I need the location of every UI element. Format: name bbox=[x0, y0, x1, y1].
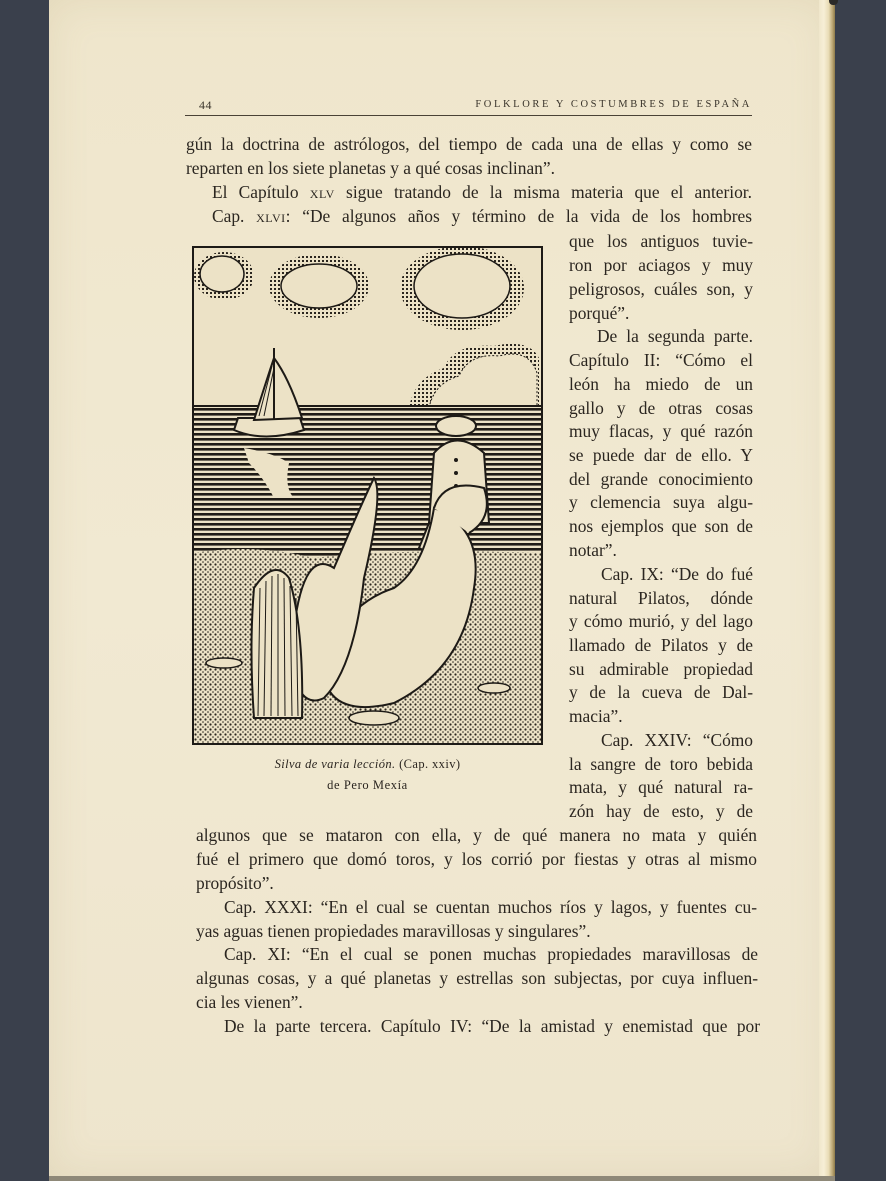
page-edge-stack bbox=[819, 0, 835, 1177]
column-line: Cap. IX: “De do fué bbox=[601, 564, 753, 584]
column-line: león ha miedo de un bbox=[569, 374, 753, 394]
column-line: y de la cueva de Dal- bbox=[569, 682, 753, 702]
column-line: peligrosos, cuáles son, y bbox=[569, 279, 753, 299]
text: sigue tratando de la misma materia que el anterior. bbox=[334, 182, 752, 202]
text: El Capítulo bbox=[212, 182, 310, 202]
figure-caption-author: de Pero Mexía bbox=[327, 778, 408, 792]
column-line: muy flacas, y qué razón bbox=[569, 421, 753, 441]
body-line-xlvi bbox=[212, 204, 752, 228]
text: Cap. bbox=[212, 206, 257, 226]
column-line: del grande conocimiento bbox=[569, 469, 753, 489]
column-line: Cap. XXIV: “Cómo bbox=[601, 730, 753, 750]
column-line: la sangre de toro bebida bbox=[569, 754, 753, 774]
body-line: fué el primero que domó toros, y los corrió por fiestas y otras al mismo bbox=[196, 849, 757, 869]
column-line: natural Pilatos, dónde bbox=[569, 588, 753, 608]
body-line: Cap. XXXI: “En el cual se cuentan muchos ríos y lagos, y fuentes cu- bbox=[224, 897, 757, 917]
body-line-xlv bbox=[212, 180, 752, 204]
text: : “De algunos años y término de la vida de los hombres bbox=[285, 206, 752, 226]
chapter-numeral: xlv bbox=[309, 182, 335, 202]
chapter-numeral: xlvi bbox=[256, 206, 286, 226]
column-line: y cómo murió, y del lago bbox=[569, 611, 753, 631]
body-line: De la parte tercera. Capítulo IV: “De la amistad y enemistad que por bbox=[224, 1016, 760, 1036]
running-head bbox=[199, 98, 752, 114]
header-rule bbox=[185, 115, 752, 116]
column-line: llamado de Pilatos y de bbox=[569, 635, 753, 655]
figure-caption bbox=[192, 757, 543, 772]
body-line: algunas cosas, y a qué planetas y estrellas son subjectas, por cuya influen- bbox=[196, 968, 758, 988]
column-line: Capítulo II: “Cómo el bbox=[569, 350, 753, 370]
body-line: propósito”. bbox=[196, 873, 274, 893]
column-line: se puede dar de ello. Y bbox=[569, 445, 753, 465]
caption-title: Silva de varia lección. bbox=[274, 757, 396, 771]
page-bottom-edge bbox=[49, 1176, 835, 1181]
column-line: De la segunda parte. bbox=[597, 326, 753, 346]
body-line: gún la doctrina de astrólogos, del tiempo de cada una de ellas y como se bbox=[186, 134, 752, 154]
column-line: notar”. bbox=[569, 540, 617, 560]
body-line: Cap. XI: “En el cual se ponen muchas propiedades maravillosas de bbox=[224, 944, 758, 964]
body-line: reparten en los siete planetas y a qué cosas inclinan”. bbox=[186, 158, 555, 178]
caption-chapter: (Cap. xxiv) bbox=[395, 757, 461, 771]
column-line: mata, y qué natural ra- bbox=[569, 777, 753, 797]
mermaid-illustration-icon bbox=[194, 248, 541, 743]
column-line: que los antiguos tuvie- bbox=[569, 231, 753, 251]
column-line: y clemencia suya algu- bbox=[569, 492, 753, 512]
woodcut-illustration bbox=[192, 246, 543, 745]
column-line: gallo y de otras cosas bbox=[569, 398, 753, 418]
page-number: 44 bbox=[199, 98, 212, 112]
running-title: FOLKLORE Y COSTUMBRES DE ESPAÑA bbox=[475, 99, 752, 110]
column-line: su admirable propiedad bbox=[569, 659, 753, 679]
body-line: algunos que se mataron con ella, y de qué manera no mata y quién bbox=[196, 825, 757, 845]
body-line: cia les vienen”. bbox=[196, 992, 303, 1012]
column-line: zón hay de esto, y de bbox=[569, 801, 753, 821]
page-corner-mark bbox=[829, 0, 838, 5]
column-line: ron por aciagos y muy bbox=[569, 255, 753, 275]
column-line: macia”. bbox=[569, 706, 623, 726]
column-line: porqué”. bbox=[569, 303, 630, 323]
body-line: yas aguas tienen propiedades maravillosas y singulares”. bbox=[196, 921, 591, 941]
column-line: nos ejemplos que son de bbox=[569, 516, 753, 536]
